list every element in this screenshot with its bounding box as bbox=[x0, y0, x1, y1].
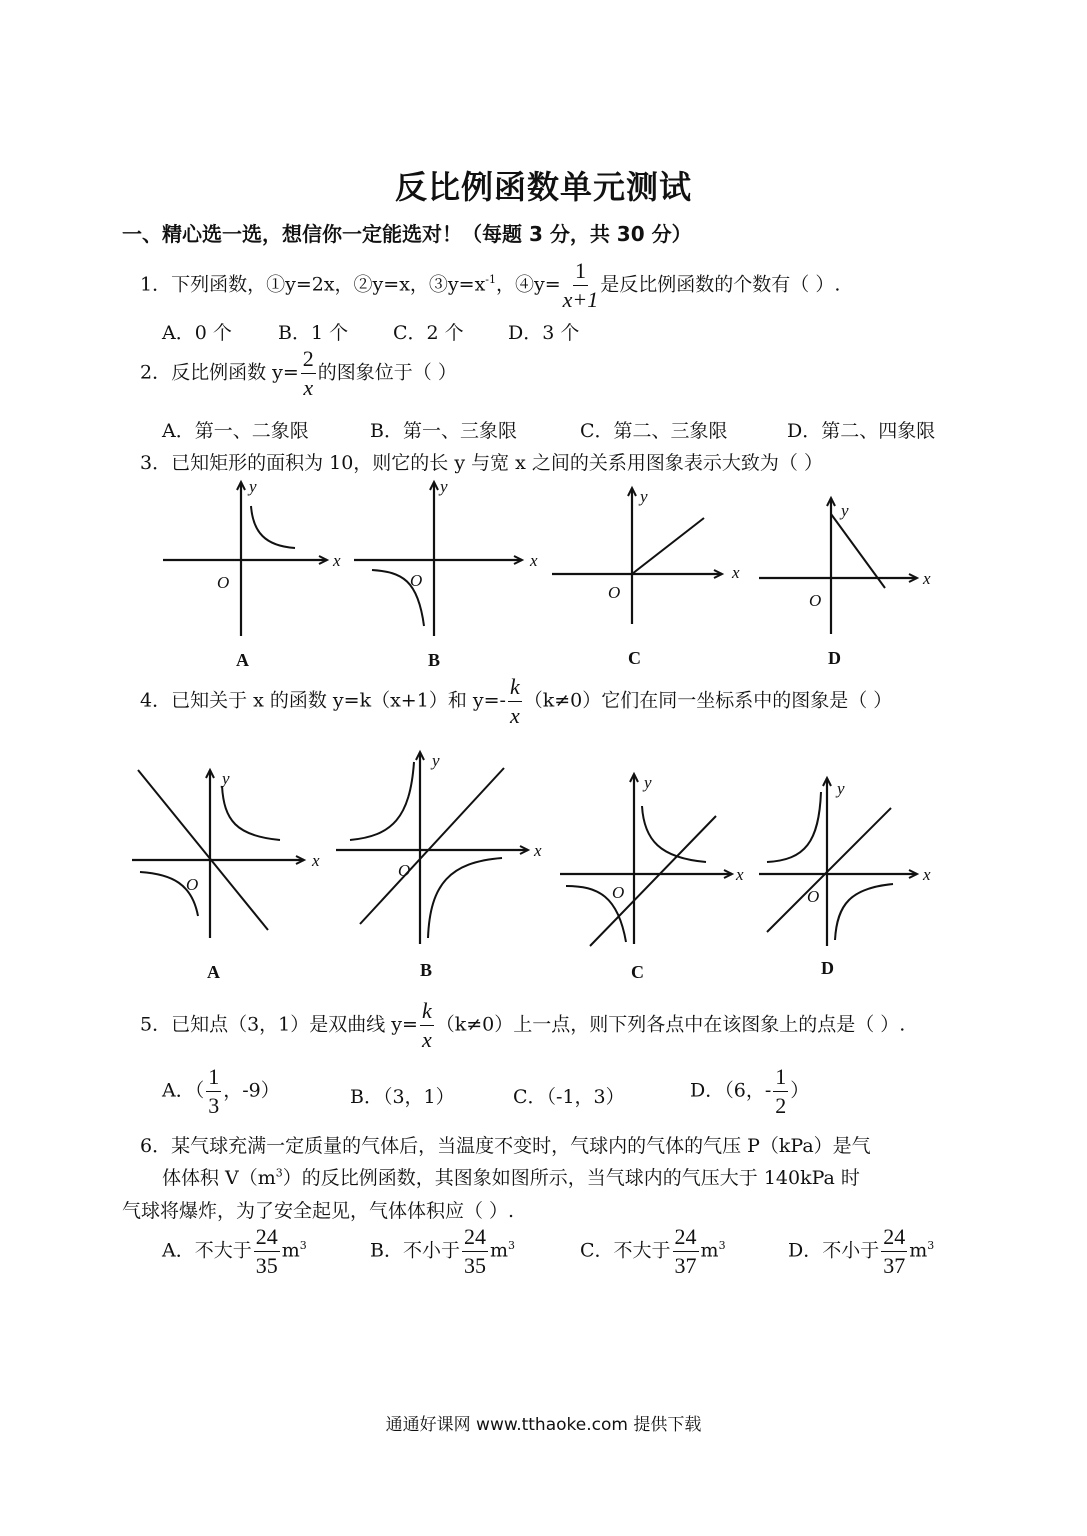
origin-label: O bbox=[410, 571, 423, 590]
q3-label-b: B bbox=[428, 650, 441, 670]
q1-frac-den: x+1 bbox=[562, 287, 599, 312]
q5-option-c: C．（-1，3） bbox=[513, 1086, 625, 1108]
q5-opt-a-fraction bbox=[206, 1066, 221, 1117]
q5-option-b: B．（3，1） bbox=[350, 1086, 455, 1108]
q6-opt-c-num: 24 bbox=[673, 1226, 699, 1252]
q4-text-prefix: 4．已知关于 x 的函数 y=k（x+1）和 y=- bbox=[140, 689, 506, 712]
q6-opt-d-fraction bbox=[881, 1226, 907, 1277]
footer-credit: 通通好课网 www.tthaoke.com 提供下载 bbox=[385, 1415, 702, 1435]
line-graph bbox=[360, 768, 504, 924]
q5-option-a bbox=[162, 1066, 280, 1117]
y-label: y bbox=[841, 501, 849, 520]
q3-graph-a bbox=[155, 476, 345, 646]
origin-label: O bbox=[612, 883, 625, 902]
q6-opt-d-unit: m bbox=[909, 1239, 928, 1262]
q4-graph-b bbox=[332, 748, 552, 948]
q4-label-d: D bbox=[821, 958, 834, 978]
y-label: y bbox=[440, 477, 448, 496]
q5-opt-a-pre: A．（ bbox=[162, 1079, 205, 1102]
q1-text-mid: ，④y= bbox=[496, 273, 561, 296]
q6-opt-b-den: 35 bbox=[463, 1253, 486, 1278]
q3-graph-d bbox=[755, 484, 955, 644]
q3-label-c: C bbox=[628, 648, 641, 668]
q1-text-suffix: 是反比例函数的个数有（ ）. bbox=[600, 273, 841, 296]
q3-label-a: A bbox=[236, 650, 249, 670]
origin-label: O bbox=[807, 887, 820, 906]
question-4 bbox=[140, 676, 892, 727]
q5-opt-d-pre: D．（6，- bbox=[690, 1079, 772, 1102]
q6-line2-pre: 体体积 V（m bbox=[162, 1167, 276, 1189]
q1-option-d: D．3 个 bbox=[508, 322, 580, 344]
q6-opt-c-unit: m bbox=[700, 1239, 719, 1262]
q1-frac-num: 1 bbox=[573, 260, 588, 286]
q6-option-c bbox=[580, 1226, 726, 1277]
q6-opt-a-unit: m bbox=[281, 1239, 300, 1262]
hyperbola-branch-2 bbox=[428, 858, 502, 938]
q5-opt-a-num: 1 bbox=[206, 1066, 221, 1092]
q4-label-a: A bbox=[207, 962, 220, 982]
q5-opt-d-fraction bbox=[773, 1066, 788, 1117]
q5-opt-d-post: ） bbox=[790, 1079, 810, 1102]
q4-fraction bbox=[508, 676, 522, 727]
origin-label: O bbox=[809, 591, 822, 610]
x-label: x bbox=[923, 865, 931, 884]
q2-option-a: A．第一、二象限 bbox=[162, 420, 309, 442]
x-label: x bbox=[333, 551, 341, 570]
q6-opt-b-num: 24 bbox=[462, 1226, 488, 1252]
q1-fraction bbox=[563, 260, 599, 311]
q2-text-suffix: 的图象位于（ ） bbox=[317, 361, 457, 384]
origin-label: O bbox=[186, 875, 199, 894]
q6-opt-a-pre: A．不大于 bbox=[162, 1239, 252, 1262]
q3-graph-c bbox=[548, 484, 748, 644]
q1-option-c: C．2 个 bbox=[393, 322, 464, 344]
q2-text-prefix: 2．反比例函数 y= bbox=[140, 361, 299, 384]
q6-opt-c-den: 37 bbox=[674, 1253, 697, 1278]
y-label: y bbox=[249, 477, 257, 496]
q6-opt-a-num: 24 bbox=[254, 1226, 280, 1252]
q6-opt-d-den: 37 bbox=[883, 1253, 906, 1278]
q5-text-suffix: （k≠0）上一点，则下列各点中在该图象上的点是（ ）. bbox=[435, 1013, 906, 1036]
question-2 bbox=[140, 348, 457, 399]
origin-label: O bbox=[608, 583, 621, 602]
q4-text-suffix: （k≠0）它们在同一坐标系中的图象是（ ） bbox=[523, 689, 893, 712]
q6-opt-b-unit: m bbox=[489, 1239, 508, 1262]
q1-option-a: A．0 个 bbox=[162, 322, 232, 344]
q2-option-b: B．第一、三象限 bbox=[370, 420, 517, 442]
y-label: y bbox=[837, 779, 845, 798]
q6-opt-a-den: 35 bbox=[255, 1253, 278, 1278]
line-graph bbox=[138, 770, 268, 930]
question-3: 3．已知矩形的面积为 10，则它的长 y 与宽 x 之间的关系用图象表示大致为（ ） bbox=[140, 452, 823, 474]
y-label: y bbox=[432, 751, 440, 770]
q3-label-d: D bbox=[828, 648, 841, 668]
q5-frac-num: k bbox=[420, 1000, 434, 1026]
q6-opt-b-pre: B．不小于 bbox=[370, 1239, 460, 1262]
q6-opt-d-num: 24 bbox=[881, 1226, 907, 1252]
q5-opt-a-den: 3 bbox=[208, 1093, 220, 1118]
y-label: y bbox=[644, 773, 652, 792]
q4-label-c: C bbox=[631, 962, 644, 982]
hyperbola-branch-1 bbox=[642, 806, 706, 862]
q2-frac-num: 2 bbox=[301, 348, 316, 374]
q6-opt-b-sup: 3 bbox=[508, 1239, 515, 1253]
x-label: x bbox=[732, 563, 740, 582]
q4-label-b: B bbox=[420, 960, 433, 980]
hyperbola-branch-1 bbox=[222, 786, 280, 840]
question-6-line-3: 气球将爆炸，为了安全起见，气体体积应（ ）. bbox=[122, 1200, 515, 1222]
q5-frac-den: x bbox=[421, 1027, 432, 1052]
origin-label: O bbox=[398, 861, 411, 880]
q4-graph-c bbox=[556, 770, 756, 950]
q5-text-prefix: 5．已知点（3，1）是双曲线 y= bbox=[140, 1013, 418, 1036]
q2-frac-den: x bbox=[303, 375, 314, 400]
q6-opt-c-sup: 3 bbox=[718, 1239, 726, 1253]
question-6-line-2 bbox=[162, 1163, 860, 1190]
q5-opt-a-post: ，-9） bbox=[223, 1079, 280, 1102]
q5-option-d bbox=[690, 1066, 809, 1117]
x-label: x bbox=[923, 569, 931, 588]
q4-frac-den: x bbox=[509, 703, 520, 728]
q2-option-d: D．第二、四象限 bbox=[787, 420, 936, 442]
q4-graph-a bbox=[128, 766, 328, 946]
q2-fraction bbox=[301, 348, 316, 399]
question-6-line-1: 6．某气球充满一定质量的气体后，当温度不变时，气球内的气体的气压 P（kPa）是气 bbox=[140, 1135, 871, 1157]
q6-line2-sup: 3 bbox=[275, 1166, 283, 1180]
hyperbola-branch bbox=[251, 506, 295, 548]
hyperbola-branch-1 bbox=[767, 792, 821, 862]
q1-text-prefix: 1．下列函数，①y=2x，②y=x，③y=x bbox=[140, 273, 486, 296]
hyperbola-branch-1 bbox=[350, 762, 414, 840]
q3-graph-b bbox=[350, 476, 550, 646]
y-label: y bbox=[222, 769, 230, 788]
question-5 bbox=[140, 1000, 905, 1051]
q6-opt-c-pre: C．不大于 bbox=[580, 1239, 671, 1262]
x-label: x bbox=[534, 841, 542, 860]
q6-opt-b-fraction bbox=[462, 1226, 488, 1277]
q6-opt-c-fraction bbox=[673, 1226, 699, 1277]
hyperbola-branch-2 bbox=[835, 884, 893, 940]
q5-fraction bbox=[420, 1000, 434, 1051]
y-label: y bbox=[640, 487, 648, 506]
q5-opt-d-num: 1 bbox=[773, 1066, 788, 1092]
section-heading: 一、精心选一选，想信你一定能选对！（每题 3 分，共 30 分） bbox=[122, 222, 692, 246]
q6-opt-a-fraction bbox=[254, 1226, 280, 1277]
q4-frac-num: k bbox=[508, 676, 522, 702]
x-label: x bbox=[530, 551, 538, 570]
q6-opt-d-sup: 3 bbox=[927, 1239, 935, 1253]
q6-opt-d-pre: D．不小于 bbox=[788, 1239, 880, 1262]
q2-option-c: C．第二、三象限 bbox=[580, 420, 728, 442]
q1-exponent: -1 bbox=[485, 273, 497, 287]
page-title: 反比例函数单元测试 bbox=[394, 168, 692, 206]
q4-graph-d bbox=[755, 772, 955, 952]
question-1 bbox=[140, 260, 840, 311]
q6-line2-post: ）的反比例函数，其图象如图所示，当气球内的气压大于 140kPa 时 bbox=[282, 1167, 860, 1189]
origin-label: O bbox=[217, 573, 230, 592]
q5-opt-d-den: 2 bbox=[775, 1093, 787, 1118]
q6-option-d bbox=[788, 1226, 934, 1277]
q6-option-b bbox=[370, 1226, 515, 1277]
x-label: x bbox=[736, 865, 744, 884]
line-graph bbox=[767, 808, 891, 932]
q1-option-b: B．1 个 bbox=[278, 322, 349, 344]
q6-opt-a-sup: 3 bbox=[299, 1239, 307, 1253]
line-graph bbox=[632, 518, 704, 574]
q6-option-a bbox=[162, 1226, 307, 1277]
line-graph bbox=[590, 816, 716, 946]
x-label: x bbox=[312, 851, 320, 870]
